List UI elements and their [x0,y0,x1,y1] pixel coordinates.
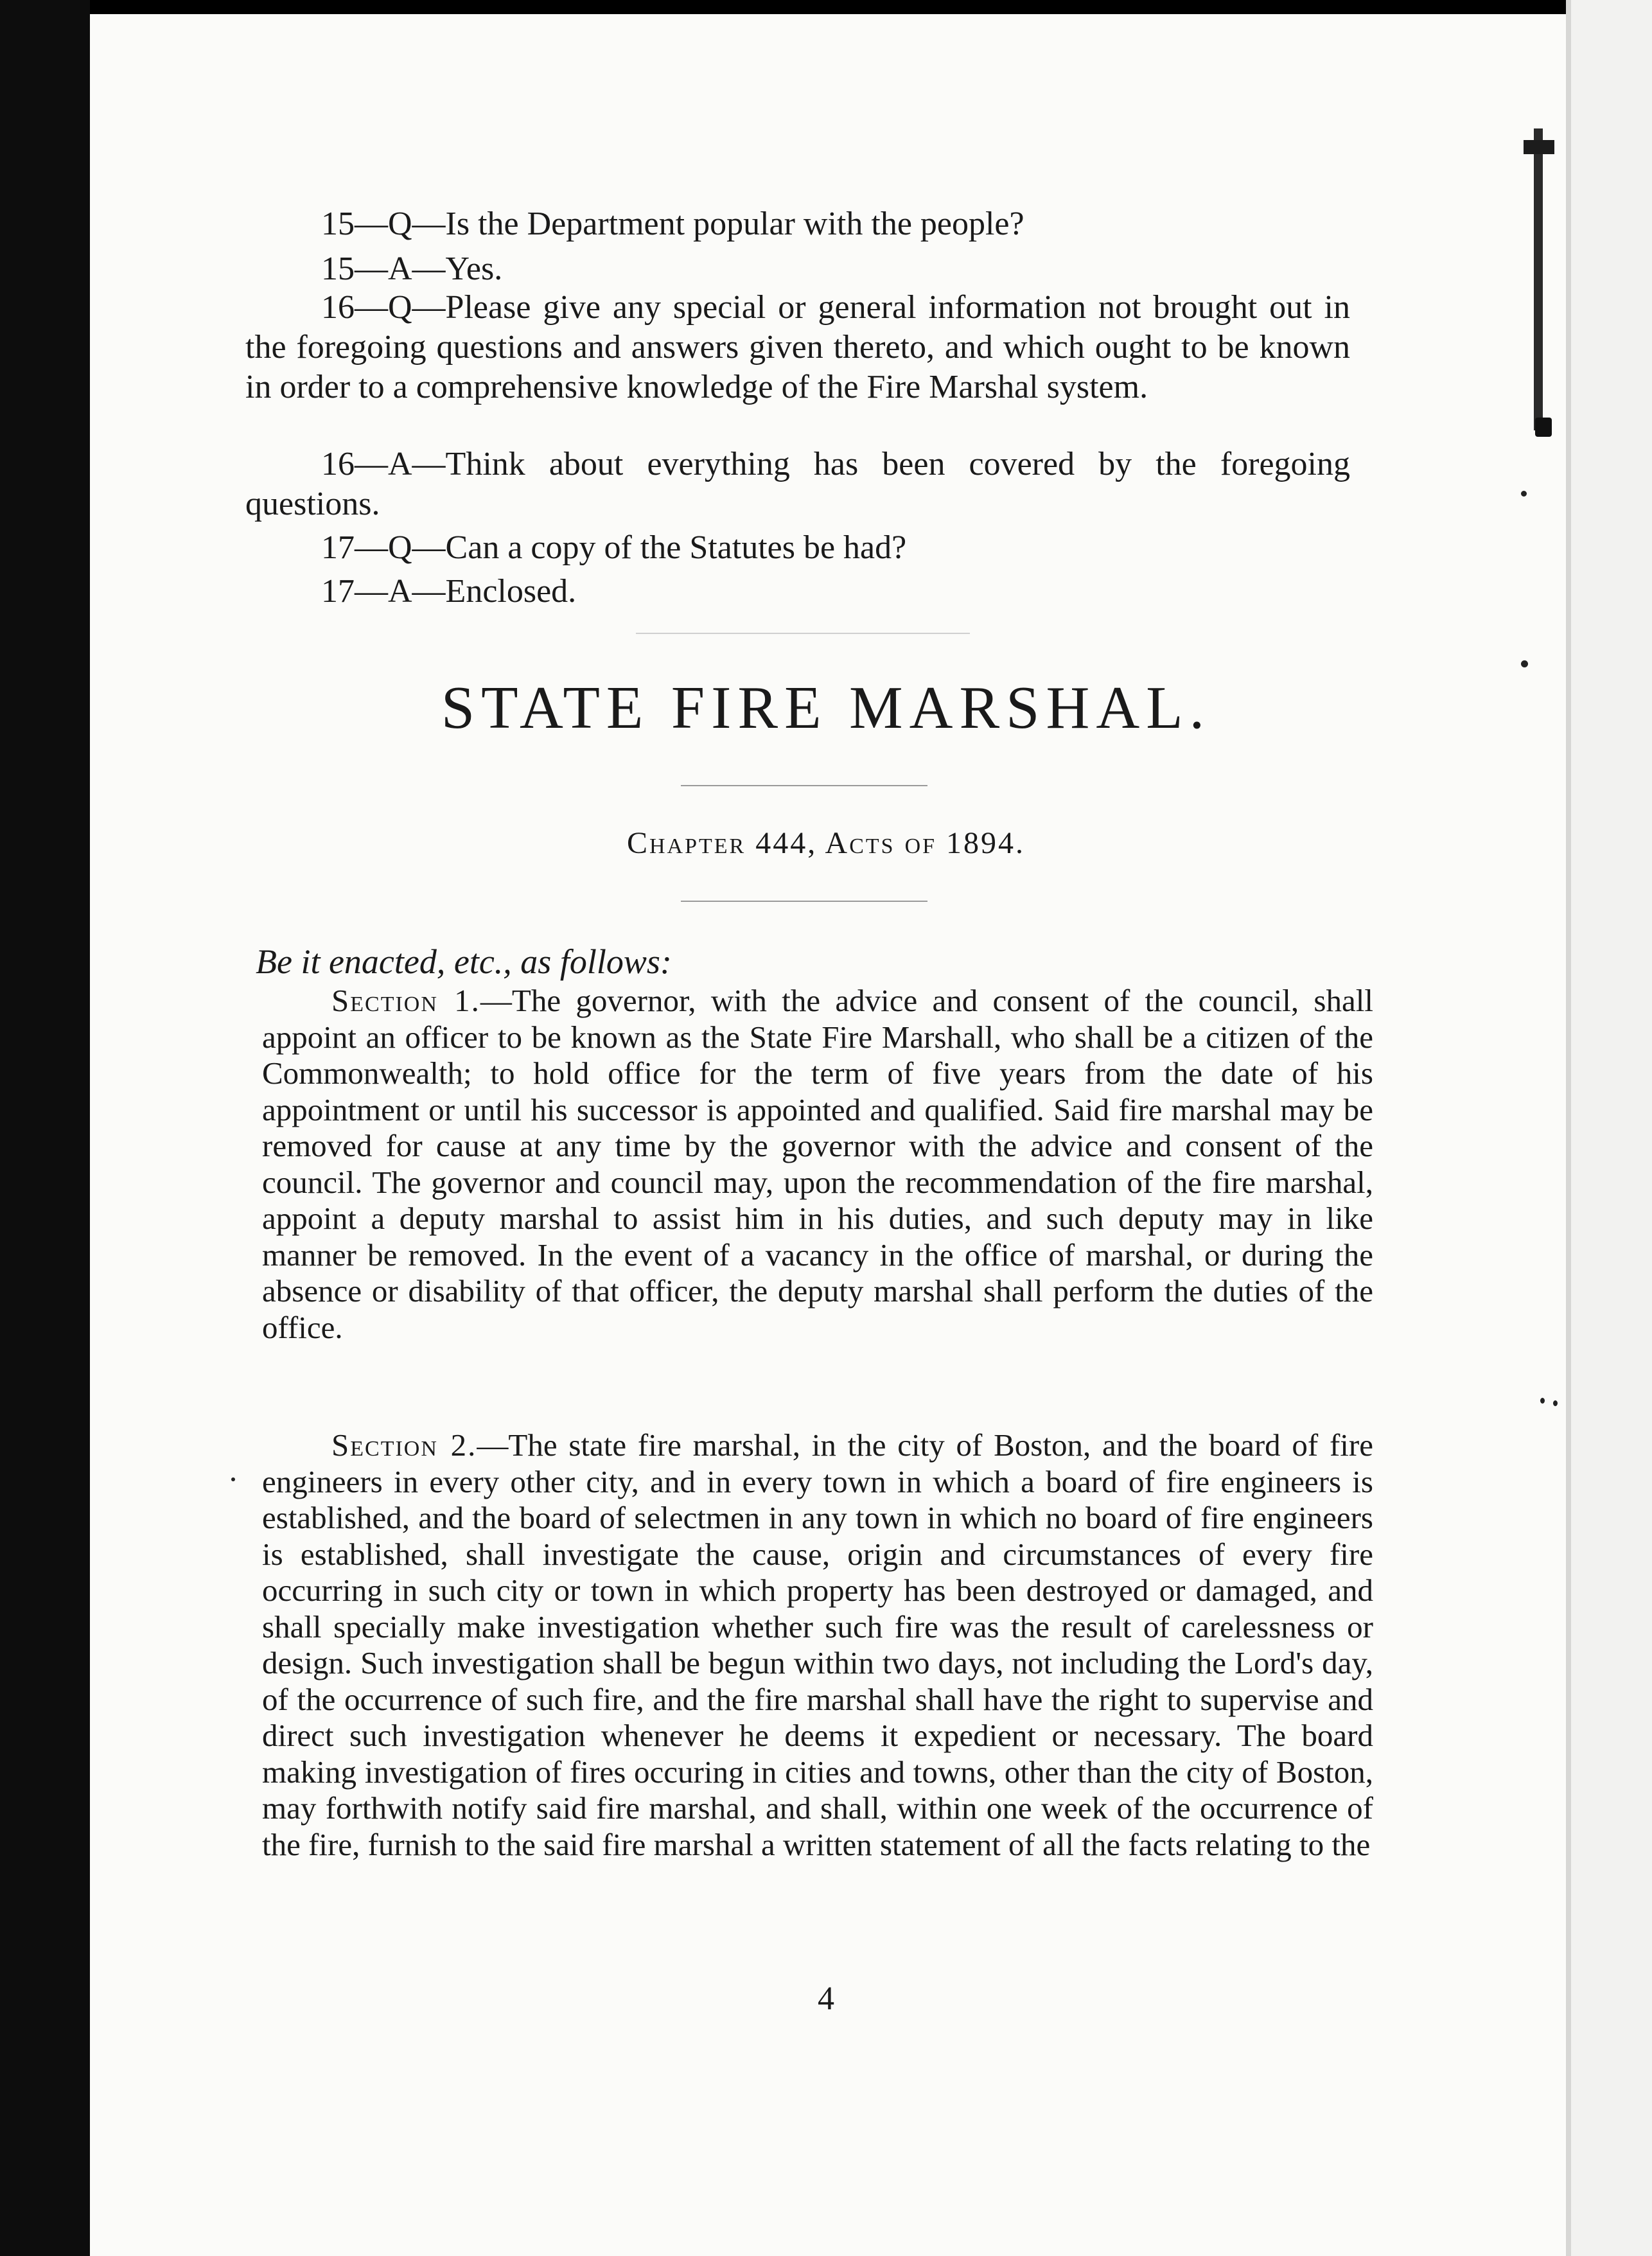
page-title: STATE FIRE MARSHAL. [441,674,1211,741]
scan-speck [231,1477,235,1481]
scan-right-margin [1566,0,1652,2256]
scan-speck [1521,491,1527,497]
qa-line-a17: 17—A—Enclosed. [321,573,577,610]
binding-clip-bottom [1535,418,1552,437]
scan-left-border [0,0,90,2256]
page-number: 4 [818,1980,834,2017]
section-2-text: —The state fire marshal, in the city of Boston, and the board of fire engineers in every other city, and in every town in which a board of fire engineers is established, and the board of selectmen in any town in which no board of fire engineers is established, shall investigate the cause, origin and circumstances of every fire occurring in such city or town in which property has been destroyed or damaged, and shall specially make investigation whether such fire was the result of carelessness or design. Such investigation shall be begun within two days, not including the Lord's day, of the occurrence of such fire, and the fire marshal shall have the right to supervise and direct such investigation whenever he deems it expedient or necessary. The board making investigation of fires occuring in cities and towns, other than the city of Boston, may forthwith notify said fire marshal, and shall, within one week of the occurrence of the fire, furnish to the said fire marshal a written statement of all the facts relating to the [262,1427,1373,1862]
binding-clip-top [1524,140,1554,154]
divider-rule [681,901,927,902]
scan-speck [1540,1398,1545,1404]
scan-speck [1553,1400,1558,1406]
section-2-label: Section 2. [331,1427,477,1463]
scan-speck [1521,660,1528,667]
qa-paragraph-a16: 16—A—Think about everything has been covered by the foregoing questions. [245,446,1350,522]
divider-rule [636,633,970,634]
section-1-paragraph [262,983,1373,1346]
section-1-text: —The governor, with the advice and consent of the council, shall appoint an officer to be known as the State Fire Marshall, who shall be a citizen of the Commonwealth; to hold office for the term of five years from the date of his appointment or until his successor is appointed and qualified. Said fire marshal may be removed for cause at any time by the governor with the advice and consent of the council. The governor and council may, upon the recommendation of the fire marshal, appoint a deputy marshal to assist him in his duties, and such deputy may in like manner be removed. In the event of a vacancy in the office of marshal, or during the absence or disability of that officer, the deputy marshal shall perform the duties of the office. [262,983,1373,1345]
section-1-label: Section 1. [331,983,480,1018]
chapter-heading: Chapter 444, Acts of 1894. [626,826,1026,860]
enacting-clause: Be it enacted, etc., as follows: [256,942,672,981]
divider-rule [681,785,927,786]
qa-line-q17: 17—Q—Can a copy of the Statutes be had? [321,529,907,566]
qa-line-a15: 15—A—Yes. [321,251,503,287]
qa-line-q15: 15—Q—Is the Department popular with the people? [321,206,1024,242]
qa-paragraph-q16: 16—Q—Please give any special or general information not brought out in the foregoing questions and answers given thereto, and which ought to be known in order to a comprehensive knowledge of the Fire Marshal system. [245,289,1350,405]
section-2-paragraph [262,1427,1373,1863]
binding-mark [1534,128,1543,430]
